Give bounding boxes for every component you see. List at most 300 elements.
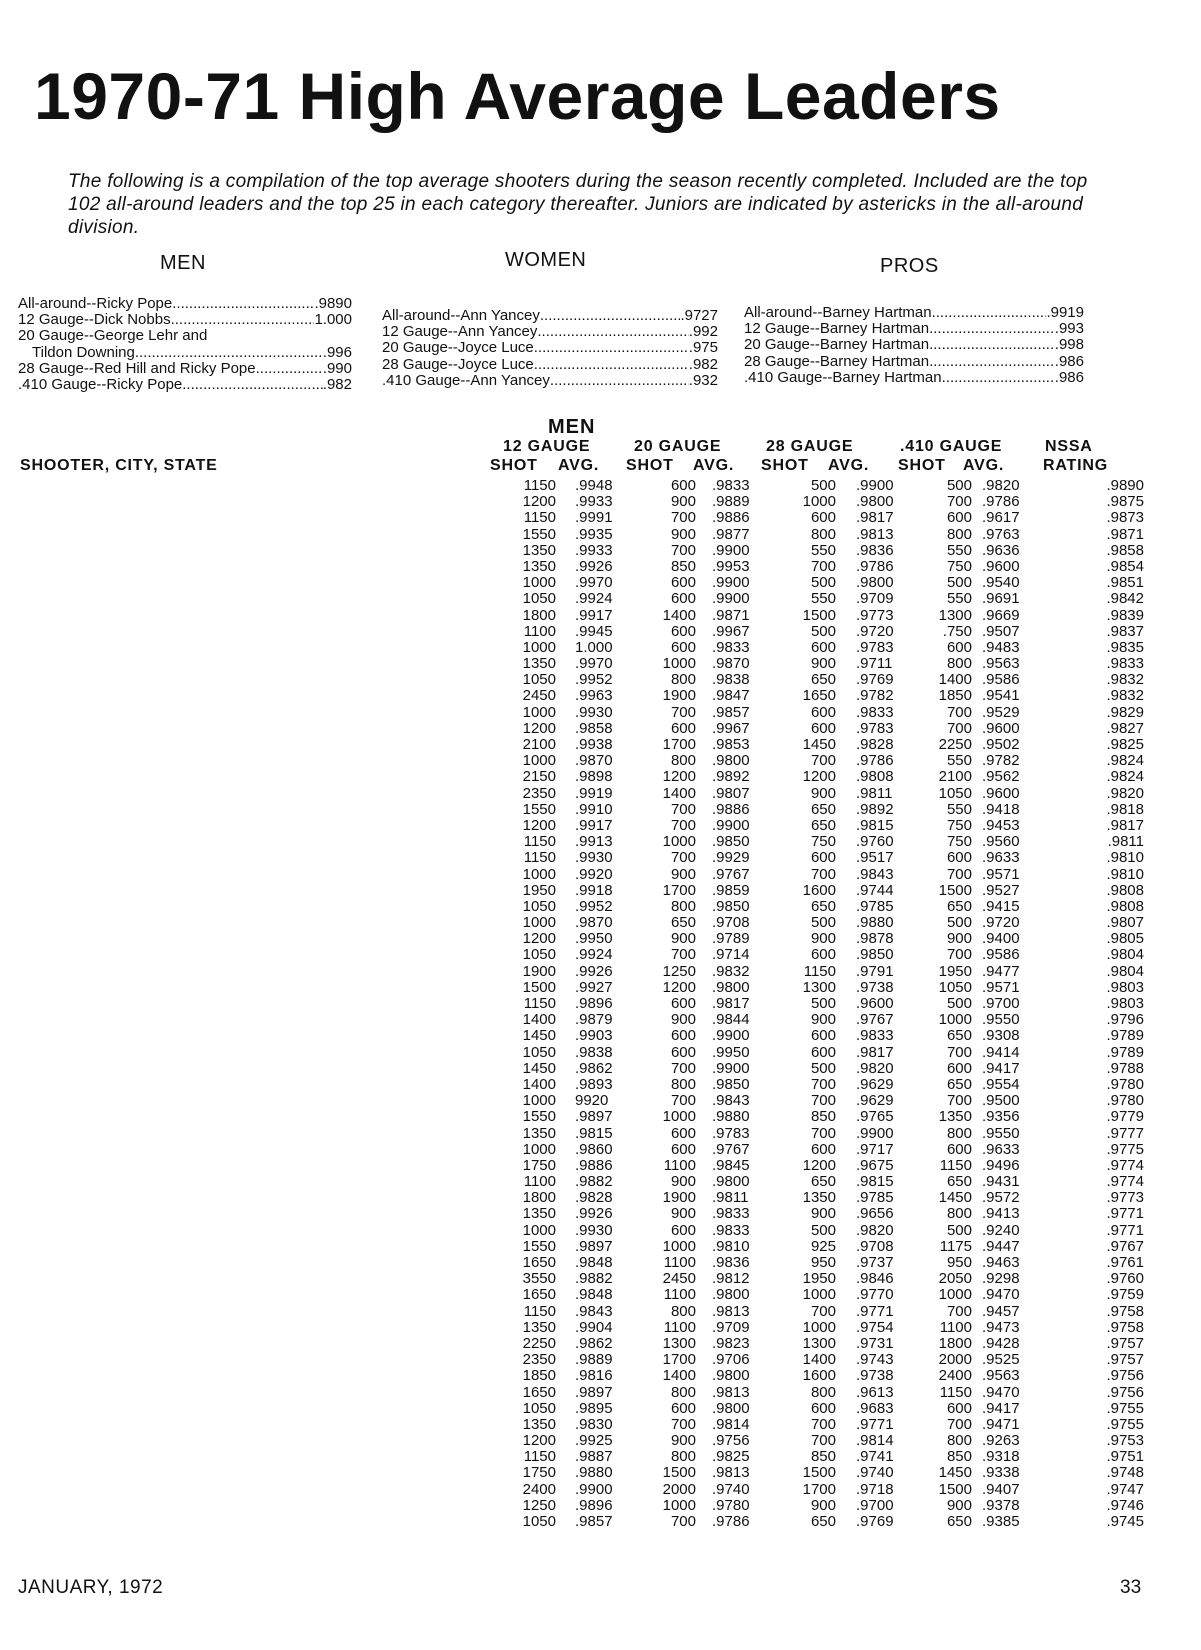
shot-410-cell: 700	[946, 1043, 972, 1061]
table-row	[20, 1287, 1150, 1303]
leader-value: .990	[322, 359, 352, 377]
avg-28-cell: .9767	[856, 1011, 894, 1029]
avg-20-cell: .9813	[712, 1383, 750, 1401]
avg-12-cell: .9830	[575, 1415, 613, 1433]
nssa-rating-cell: .9759	[1106, 1286, 1144, 1304]
shot-12-cell: 1150	[523, 1302, 556, 1320]
avg-28-cell: .9828	[856, 736, 894, 753]
avg-28-cell: .9833	[856, 1027, 894, 1045]
shot-12-cell: 1350	[522, 1124, 556, 1142]
shot-12-cell: 1000	[522, 574, 556, 592]
avg-28-cell: .9613	[856, 1383, 894, 1401]
shot-20-cell: 1000	[662, 833, 696, 851]
avg-12-cell: .9896	[575, 995, 613, 1012]
leader-label: .410 Gauge--Ricky Pope	[18, 376, 183, 394]
shot-12-cell: 1150	[523, 1448, 556, 1466]
avg-20-cell: .9900	[712, 816, 750, 834]
table-row	[20, 1206, 1150, 1222]
avg-410-cell: .9502	[982, 736, 1020, 753]
shot-12-cell: 1650	[522, 1254, 556, 1271]
avg-410-cell: .9562	[982, 768, 1020, 786]
nssa-rating-cell: .9820	[1106, 784, 1144, 802]
shot-20-cell: 700	[670, 816, 696, 834]
shot-20-cell: 900	[670, 1205, 696, 1223]
header-shooter: SHOOTER, CITY, STATE	[20, 457, 218, 474]
leader-dots	[932, 305, 1047, 321]
table-row	[20, 608, 1150, 624]
nssa-rating-cell: .9745	[1106, 1513, 1144, 1530]
shot-410-cell: 500	[946, 1221, 972, 1239]
avg-410-cell: .9563	[982, 655, 1020, 673]
shot-20-cell: 600	[670, 1027, 696, 1045]
nssa-rating-cell: .9810	[1106, 849, 1144, 867]
avg-20-cell: .9780	[712, 1496, 750, 1514]
shot-410-cell: 650	[946, 1027, 972, 1045]
avg-410-cell: .9563	[982, 1367, 1020, 1385]
avg-28-cell: .9708	[856, 1237, 894, 1255]
shot-20-cell: 1000	[662, 1108, 696, 1126]
shot-20-cell: 600	[670, 1140, 696, 1158]
shot-410-cell: 700	[946, 493, 972, 511]
leader-label: 12 Gauge--Ann Yancey	[382, 323, 538, 341]
table-row	[20, 1352, 1150, 1368]
avg-20-cell: .9817	[712, 995, 750, 1012]
avg-20-cell: .9900	[712, 1059, 750, 1077]
avg-410-cell: .9541	[982, 687, 1020, 705]
shot-410-cell: 700	[946, 1302, 972, 1320]
avg-12-cell: .9917	[575, 606, 613, 624]
men-leaders-list	[18, 296, 352, 393]
shot-410-cell: 2100	[938, 768, 972, 786]
avg-20-cell: .9800	[712, 1367, 750, 1385]
avg-410-cell: .9418	[982, 800, 1020, 818]
shot-20-cell: 1400	[662, 1367, 696, 1385]
nssa-rating-cell: .9824	[1106, 752, 1144, 770]
shot-28-cell: 600	[810, 703, 836, 721]
shot-20-cell: 1400	[662, 606, 696, 624]
header-avg-20: AVG.	[693, 457, 735, 474]
avg-12-cell: .9933	[575, 493, 613, 511]
avg-410-cell: .9786	[982, 493, 1020, 511]
shot-20-cell: 700	[670, 1092, 696, 1110]
avg-410-cell: .9407	[982, 1480, 1020, 1498]
avg-20-cell: .9967	[712, 622, 750, 640]
avg-410-cell: .9385	[982, 1513, 1020, 1530]
avg-410-cell: .9636	[982, 541, 1020, 559]
leader-label: 28 Gauge--Joyce Luce	[382, 355, 534, 373]
shot-20-cell: 1500	[662, 1464, 696, 1482]
shot-410-cell: 1850	[938, 687, 972, 705]
shot-20-cell: 700	[670, 541, 696, 559]
table-row	[20, 1190, 1150, 1206]
shot-410-cell: 800	[946, 525, 972, 543]
avg-12-cell: .9816	[575, 1367, 613, 1385]
leader-value: 1.000	[314, 311, 352, 329]
avg-12-cell: .9887	[575, 1448, 613, 1466]
shot-410-cell: 750	[946, 833, 972, 851]
table-row	[20, 559, 1150, 575]
avg-12-cell: .9897	[575, 1108, 613, 1126]
shot-28-cell: 550	[810, 590, 836, 608]
avg-12-cell: .9970	[575, 574, 613, 592]
shot-20-cell: 1100	[663, 1156, 696, 1174]
avg-410-cell: .9529	[982, 703, 1020, 721]
avg-12-cell: .9930	[575, 1221, 613, 1239]
avg-12-cell: .9870	[575, 914, 613, 932]
shot-410-cell: 1050	[938, 784, 972, 802]
leader-row	[744, 354, 1084, 370]
leader-value: .932	[688, 371, 718, 389]
shot-12-cell: 1550	[522, 800, 556, 818]
avg-12-cell: .9893	[575, 1075, 613, 1093]
avg-28-cell: .9843	[856, 865, 894, 883]
avg-12-cell: .9862	[575, 1334, 613, 1352]
avg-410-cell: .9586	[982, 946, 1020, 964]
shot-12-cell: 1050	[522, 1399, 556, 1417]
leader-dots	[942, 370, 1055, 386]
shot-28-cell: 650	[810, 671, 836, 689]
shot-410-cell: 600	[946, 1140, 972, 1158]
shot-20-cell: 700	[670, 509, 696, 527]
shot-28-cell: 500	[810, 914, 836, 932]
shot-20-cell: 800	[670, 1448, 696, 1466]
table-row	[20, 721, 1150, 737]
shot-28-cell: 600	[810, 1043, 836, 1061]
shot-12-cell: 2350	[522, 1351, 556, 1369]
leader-label: All-around--Ricky Pope	[18, 295, 173, 312]
leader-value: .986	[1054, 368, 1084, 386]
shot-12-cell: 1750	[522, 1464, 556, 1482]
shot-28-cell: 700	[810, 1092, 836, 1110]
avg-28-cell: .9783	[856, 719, 894, 737]
avg-12-cell: .9952	[575, 897, 613, 915]
shot-410-cell: 550	[946, 752, 972, 770]
avg-410-cell: .9507	[982, 622, 1020, 640]
shot-20-cell: 1000	[662, 1237, 696, 1255]
avg-20-cell: .9859	[712, 881, 750, 899]
shot-12-cell: 1350	[522, 557, 556, 575]
shot-28-cell: 1300	[802, 978, 836, 996]
shot-28-cell: 550	[810, 541, 836, 559]
avg-20-cell: .9800	[712, 752, 750, 770]
avg-28-cell: .9718	[856, 1480, 894, 1498]
shot-28-cell: 700	[810, 1302, 836, 1320]
avg-410-cell: .9431	[982, 1173, 1020, 1191]
table-row	[20, 494, 1150, 510]
nssa-rating-cell: .9757	[1106, 1351, 1144, 1369]
pros-leaders-list	[744, 305, 1084, 386]
table-row	[20, 753, 1150, 769]
nssa-rating-cell: .9796	[1106, 1011, 1144, 1029]
shot-28-cell: 1600	[802, 1367, 836, 1385]
leader-row	[18, 296, 352, 312]
avg-20-cell: .9740	[712, 1480, 750, 1498]
shot-28-cell: 1150	[803, 962, 836, 980]
nssa-rating-cell: .9777	[1106, 1124, 1144, 1142]
nssa-rating-cell: .9804	[1106, 962, 1144, 980]
avg-28-cell: .9675	[856, 1156, 894, 1174]
shot-12-cell: 1650	[522, 1286, 556, 1304]
avg-12-cell: .9889	[575, 1351, 613, 1369]
avg-12-cell: .9886	[575, 1156, 613, 1174]
avg-12-cell: .9924	[575, 946, 613, 964]
avg-20-cell: .9871	[712, 606, 750, 624]
avg-410-cell: .9720	[982, 914, 1020, 932]
nssa-rating-cell: .9788	[1106, 1059, 1144, 1077]
avg-12-cell: .9938	[575, 736, 613, 753]
avg-12-cell: .9910	[575, 800, 613, 818]
leader-row	[382, 308, 718, 324]
avg-28-cell: .9892	[856, 800, 894, 818]
leader-label: 12 Gauge--Dick Nobbs	[18, 311, 171, 329]
table-row	[20, 640, 1150, 656]
avg-410-cell: .9500	[982, 1092, 1020, 1110]
leader-dots	[540, 308, 681, 324]
shot-12-cell: 1650	[522, 1383, 556, 1401]
avg-12-cell: .9952	[575, 671, 613, 689]
shot-410-cell: 750	[946, 557, 972, 575]
shot-28-cell: 500	[810, 477, 836, 494]
shot-20-cell: 800	[670, 1302, 696, 1320]
shot-12-cell: 1000	[522, 1092, 556, 1110]
avg-28-cell: .9782	[856, 687, 894, 705]
nssa-rating-cell: .9832	[1106, 671, 1144, 689]
nssa-rating-cell: .9842	[1106, 590, 1144, 608]
avg-20-cell: .9825	[712, 1448, 750, 1466]
nssa-rating-cell: .9779	[1106, 1108, 1144, 1126]
leader-dots	[171, 312, 315, 328]
avg-28-cell: .9737	[856, 1254, 894, 1271]
shot-410-cell: 650	[946, 897, 972, 915]
header-avg-12: AVG.	[558, 457, 600, 474]
table-row	[20, 527, 1150, 543]
leader-value: .975	[688, 339, 718, 357]
shot-12-cell: 1000	[522, 914, 556, 932]
shot-12-cell: 1850	[522, 1367, 556, 1385]
shot-410-cell: 1150	[939, 1156, 972, 1174]
leader-row	[744, 321, 1084, 337]
avg-410-cell: .9586	[982, 671, 1020, 689]
women-leaders-list	[382, 308, 718, 389]
avg-410-cell: .9527	[982, 881, 1020, 899]
shot-20-cell: 700	[670, 1415, 696, 1433]
leader-label: 20 Gauge--Joyce Luce	[382, 339, 534, 357]
shot-410-cell: 950	[946, 1254, 972, 1271]
shot-28-cell: 1400	[802, 1351, 836, 1369]
avg-28-cell: .9900	[856, 477, 894, 494]
nssa-rating-cell: .9805	[1106, 930, 1144, 948]
shot-410-cell: 600	[946, 509, 972, 527]
avg-410-cell: .9600	[982, 784, 1020, 802]
shot-12-cell: 1150	[523, 995, 556, 1012]
avg-12-cell: .9882	[575, 1270, 613, 1288]
men-averages-table	[20, 478, 1150, 1530]
shot-28-cell: 600	[810, 1027, 836, 1045]
avg-410-cell: .9782	[982, 752, 1020, 770]
shot-410-cell: 1300	[938, 606, 972, 624]
shot-410-cell: 900	[946, 1496, 972, 1514]
avg-28-cell: .9741	[856, 1448, 894, 1466]
leader-label: 20 Gauge--George Lehr and	[18, 327, 208, 345]
shot-28-cell: 1700	[802, 1480, 836, 1498]
avg-28-cell: .9791	[856, 962, 894, 980]
shot-410-cell: 650	[946, 1173, 972, 1191]
nssa-rating-cell: .9811	[1107, 833, 1144, 851]
nssa-rating-cell: .9858	[1106, 541, 1144, 559]
avg-410-cell: .9763	[982, 525, 1020, 543]
avg-12-cell: .9930	[575, 703, 613, 721]
table-row	[20, 1093, 1150, 1109]
shot-410-cell: 1050	[938, 978, 972, 996]
avg-28-cell: .9683	[856, 1399, 894, 1417]
leader-label: .410 Gauge--Barney Hartman	[744, 368, 942, 386]
shot-410-cell: 500	[946, 914, 972, 932]
shot-410-cell: 1500	[938, 881, 972, 899]
header-shot-20: SHOT	[626, 457, 674, 474]
avg-12-cell: .9903	[575, 1027, 613, 1045]
nssa-rating-cell: .9871	[1106, 525, 1144, 543]
shot-20-cell: 1700	[662, 736, 696, 753]
shot-12-cell: 1400	[522, 1011, 556, 1029]
leader-label: 28 Gauge--Red Hill and Ricky Pope	[18, 359, 256, 377]
shot-12-cell: 1400	[522, 1075, 556, 1093]
shot-28-cell: 700	[810, 1415, 836, 1433]
avg-410-cell: .9550	[982, 1011, 1020, 1029]
nssa-rating-cell: .9767	[1106, 1237, 1144, 1255]
shot-12-cell: 1050	[522, 946, 556, 964]
shot-12-cell: 1450	[522, 1059, 556, 1077]
leader-row	[18, 312, 352, 328]
leader-row	[382, 357, 718, 373]
avg-410-cell: .9560	[982, 833, 1020, 851]
table-row	[20, 1514, 1150, 1530]
avg-12-cell: .9919	[575, 784, 613, 802]
shot-410-cell: 650	[946, 1513, 972, 1530]
avg-20-cell: .9950	[712, 1043, 750, 1061]
avg-410-cell: .9571	[982, 978, 1020, 996]
avg-20-cell: .9836	[712, 1254, 750, 1271]
avg-28-cell: .9738	[856, 1367, 894, 1385]
avg-12-cell: .9926	[575, 1205, 613, 1223]
avg-20-cell: .9708	[712, 914, 750, 932]
shot-12-cell: 1350	[522, 1415, 556, 1433]
shot-12-cell: 1000	[522, 865, 556, 883]
avg-28-cell: .9720	[856, 622, 894, 640]
leader-dots	[929, 337, 1055, 353]
avg-20-cell: .9929	[712, 849, 750, 867]
nssa-rating-cell: .9832	[1106, 687, 1144, 705]
footer-date: JANUARY, 1972	[18, 1577, 164, 1598]
leader-value: .9919	[1046, 304, 1084, 321]
shot-28-cell: 600	[810, 638, 836, 656]
leader-row	[382, 373, 718, 389]
table-row	[20, 688, 1150, 704]
shot-410-cell: 1175	[939, 1237, 972, 1255]
shot-28-cell: 1200	[802, 768, 836, 786]
shot-410-cell: 1500	[938, 1480, 972, 1498]
table-row	[20, 1433, 1150, 1449]
leader-row	[382, 324, 718, 340]
avg-28-cell: .9754	[856, 1318, 894, 1336]
nssa-rating-cell: .9751	[1106, 1448, 1144, 1466]
avg-28-cell: .9711	[856, 655, 893, 673]
avg-12-cell: 9920	[575, 1092, 609, 1110]
shot-20-cell: 800	[670, 752, 696, 770]
avg-20-cell: .9833	[712, 1205, 750, 1223]
nssa-rating-cell: .9890	[1106, 477, 1144, 494]
avg-12-cell: .9815	[575, 1124, 613, 1142]
shot-12-cell: 1150	[523, 477, 556, 494]
avg-28-cell: .9836	[856, 541, 894, 559]
shot-28-cell: 925	[810, 1237, 836, 1255]
shot-410-cell: 700	[946, 865, 972, 883]
avg-410-cell: .9263	[982, 1432, 1020, 1450]
table-row	[20, 672, 1150, 688]
shot-20-cell: 700	[670, 703, 696, 721]
shot-28-cell: 650	[810, 1513, 836, 1530]
shot-28-cell: 1500	[802, 606, 836, 624]
avg-410-cell: .9554	[982, 1075, 1020, 1093]
table-row	[20, 834, 1150, 850]
leader-dots	[256, 361, 323, 377]
table-row	[20, 980, 1150, 996]
shot-28-cell: 900	[810, 1496, 836, 1514]
shot-12-cell: 2150	[522, 768, 556, 786]
shot-12-cell: 2400	[522, 1480, 556, 1498]
avg-410-cell: .9473	[982, 1318, 1020, 1336]
avg-410-cell: .9414	[982, 1043, 1020, 1061]
avg-12-cell: .9945	[575, 622, 613, 640]
shot-12-cell: 2250	[522, 1334, 556, 1352]
avg-12-cell: .9925	[575, 1432, 613, 1450]
shot-410-cell: 600	[946, 638, 972, 656]
shot-28-cell: 600	[810, 509, 836, 527]
nssa-rating-cell: .9789	[1106, 1027, 1144, 1045]
nssa-rating-cell: .9803	[1106, 995, 1144, 1012]
nssa-rating-cell: .9851	[1106, 574, 1144, 592]
avg-20-cell: .9767	[712, 1140, 750, 1158]
avg-20-cell: .9706	[712, 1351, 750, 1369]
avg-20-cell: .9789	[712, 930, 750, 948]
leader-dots	[929, 321, 1055, 337]
avg-12-cell: 1.000	[575, 638, 613, 656]
avg-28-cell: .9880	[856, 914, 894, 932]
shot-410-cell: 1000	[938, 1286, 972, 1304]
avg-12-cell: .9950	[575, 930, 613, 948]
shot-20-cell: 600	[670, 719, 696, 737]
avg-410-cell: .9691	[982, 590, 1020, 608]
table-row	[20, 1045, 1150, 1061]
leader-row	[18, 377, 352, 393]
avg-12-cell: .9838	[575, 1043, 613, 1061]
avg-20-cell: .9786	[712, 1513, 750, 1530]
table-row	[20, 478, 1150, 494]
shot-20-cell: 800	[670, 1075, 696, 1093]
avg-20-cell: .9800	[712, 978, 750, 996]
shot-12-cell: 1050	[522, 1043, 556, 1061]
nssa-rating-cell: .9755	[1106, 1399, 1144, 1417]
avg-20-cell: .9783	[712, 1124, 750, 1142]
nssa-rating-cell: .9854	[1106, 557, 1144, 575]
table-row	[20, 1223, 1150, 1239]
shot-20-cell: 800	[670, 897, 696, 915]
avg-28-cell: .9765	[856, 1108, 894, 1126]
avg-20-cell: .9850	[712, 833, 750, 851]
shot-410-cell: 550	[946, 800, 972, 818]
shot-410-cell: 700	[946, 703, 972, 721]
table-row	[20, 1385, 1150, 1401]
avg-12-cell: .9895	[575, 1399, 613, 1417]
